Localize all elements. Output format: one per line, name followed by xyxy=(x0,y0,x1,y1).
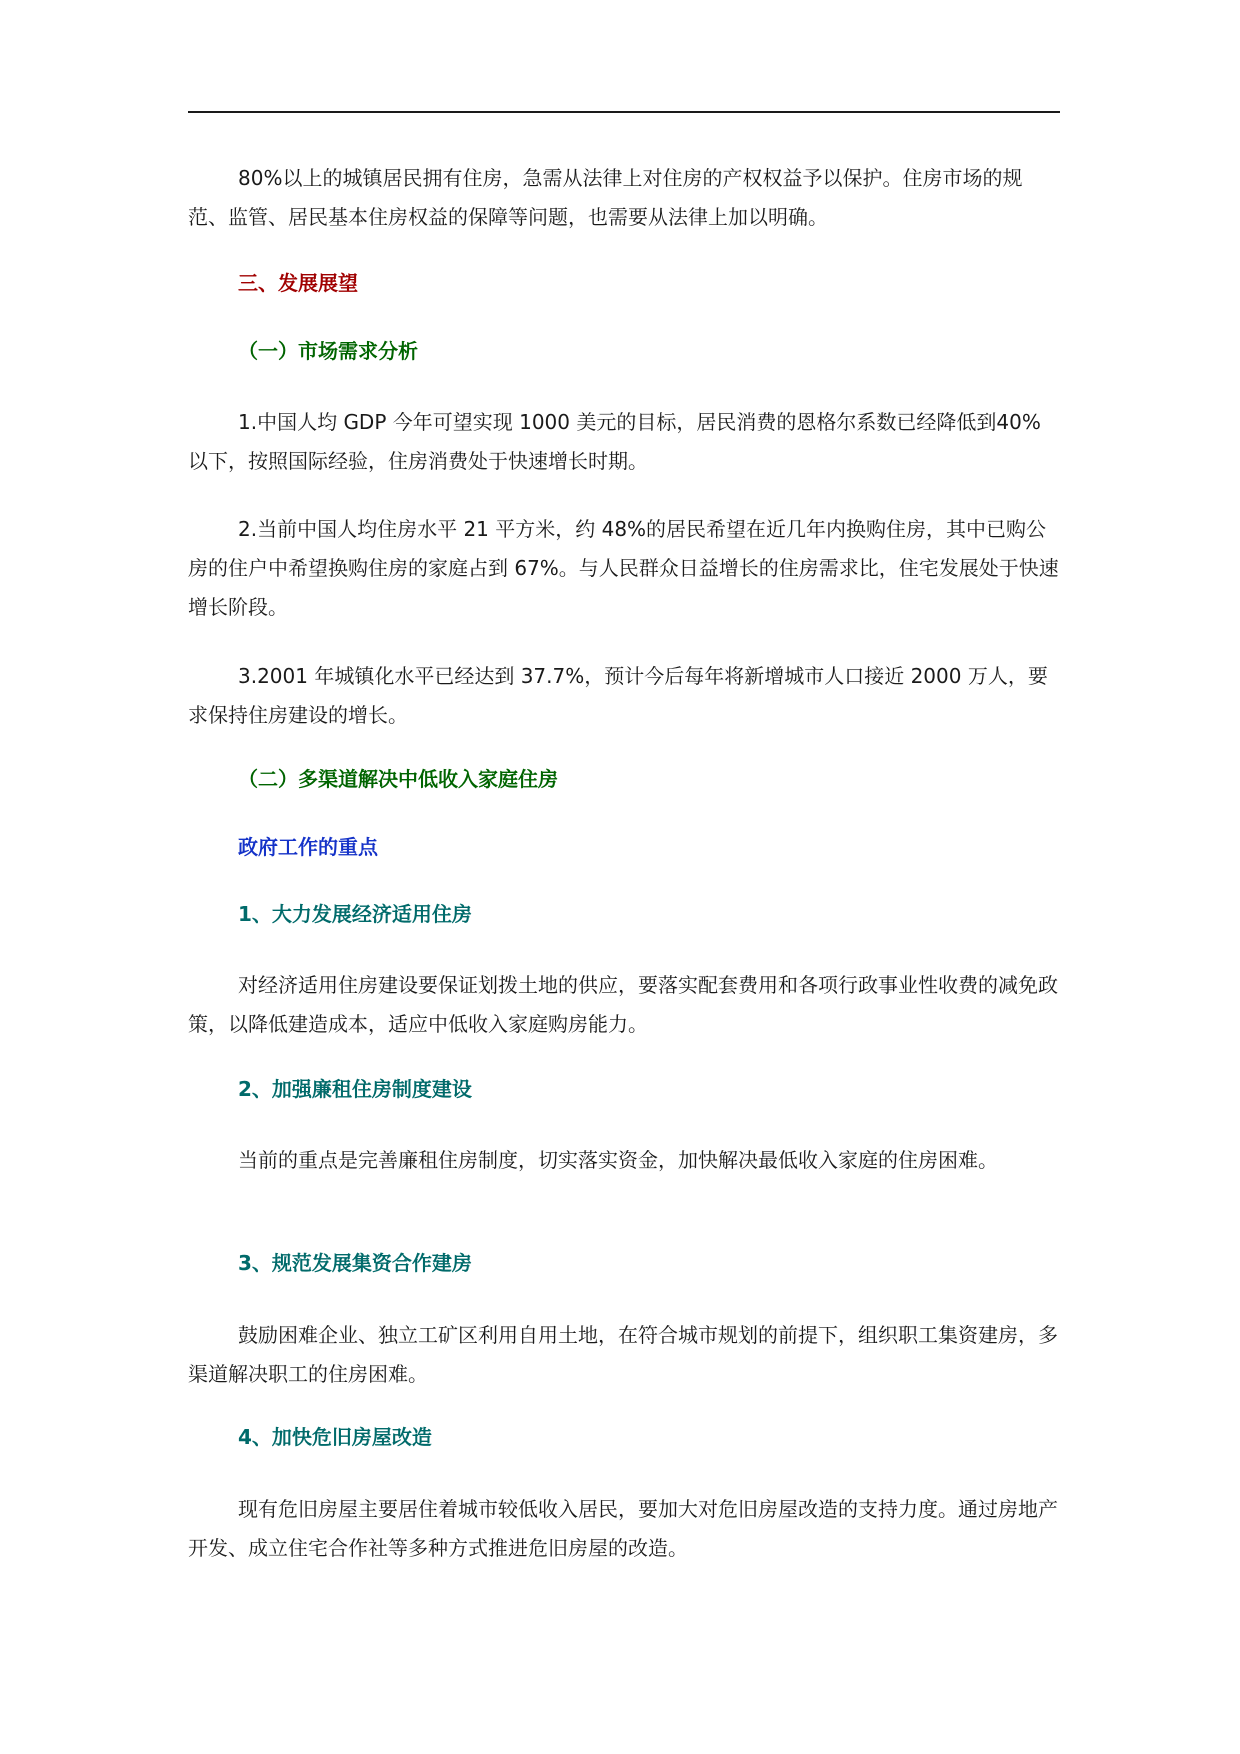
heading-section-3: 三、发展展望 xyxy=(238,271,358,295)
paragraph-old-housing-renovation: 现有危旧房屋主要居住着城市较低收入居民，要加大对危旧房屋改造的支持力度。通过房地产开发、成立住宅合作社等多种方式推进危旧房屋的改造。 xyxy=(188,1497,1058,1560)
heading-item-4: 4、加快危旧房屋改造 xyxy=(238,1425,432,1449)
header-rule xyxy=(188,111,1060,113)
heading-low-income-housing: （二）多渠道解决中低收入家庭住房 xyxy=(238,767,558,791)
paragraph-gdp: 1.中国人均 GDP 今年可望实现 1000 美元的目标，居民消费的恩格尔系数已经降低到40%以下，按照国际经验，住房消费处于快速增长时期。 xyxy=(188,410,1041,473)
paragraph-cooperative-housing: 鼓励困难企业、独立工矿区利用自用土地，在符合城市规划的前提下，组织职工集资建房，多渠道解决职工的住房困难。 xyxy=(188,1323,1058,1386)
paragraph-housing-law: 80%以上的城镇居民拥有住房，急需从法律上对住房的产权权益予以保护。住房市场的规范、监管、居民基本住房权益的保障等问题，也需要从法律上加以明确。 xyxy=(188,166,1023,229)
paragraph-low-rent-housing: 当前的重点是完善廉租住房制度，切实落实资金，加快解决最低收入家庭的住房困难。 xyxy=(238,1148,998,1172)
document-page xyxy=(188,0,1060,1754)
heading-item-1: 1、大力发展经济适用住房 xyxy=(238,902,472,926)
paragraph-affordable-housing: 对经济适用住房建设要保证划拨土地的供应，要落实配套费用和各项行政事业性收费的减免政策，以降低建造成本，适应中低收入家庭购房能力。 xyxy=(188,973,1058,1036)
heading-item-2: 2、加强廉租住房制度建设 xyxy=(238,1077,472,1101)
heading-market-demand: （一）市场需求分析 xyxy=(238,339,418,363)
paragraph-housing-level: 2.当前中国人均住房水平 21 平方米，约 48%的居民希望在近几年内换购住房，其中已购公房的住户中希望换购住房的家庭占到 67%。与人民群众日益增长的住房需求比，住宅发展处于快速增长阶段。 xyxy=(188,517,1059,619)
heading-government-focus: 政府工作的重点 xyxy=(238,835,378,859)
heading-item-3: 3、规范发展集资合作建房 xyxy=(238,1251,472,1275)
paragraph-urbanization: 3.2001 年城镇化水平已经达到 37.7%，预计今后每年将新增城市人口接近 2000 万人，要求保持住房建设的增长。 xyxy=(188,664,1048,727)
